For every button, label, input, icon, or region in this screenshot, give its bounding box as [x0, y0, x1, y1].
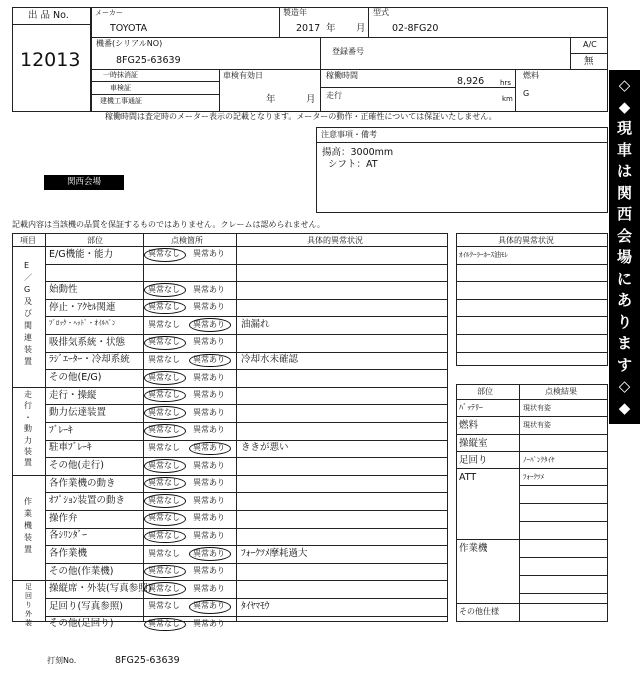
result-part: 燃料: [459, 420, 479, 431]
group-label-char: 及: [24, 297, 32, 307]
result-header-result: 点検結果: [545, 387, 577, 396]
year-unit: 年: [326, 23, 336, 34]
normal-option: 異常なし: [148, 425, 180, 435]
row-part: ﾌﾞﾛｯｸ・ﾍｯﾄﾞ・ｵｲﾙﾊﾟﾝ: [49, 319, 116, 328]
fuel-value: G: [523, 89, 530, 98]
year-value: 2017: [296, 23, 321, 34]
ac-value: 無: [584, 56, 594, 67]
row-part: 足回り(写真参照): [49, 600, 123, 612]
row-detail: ききが悪い: [241, 442, 289, 454]
registration-label: 登録番号: [332, 47, 364, 56]
circled-mark: [144, 618, 186, 632]
row-part: 吸排気系統・状態: [49, 336, 126, 348]
notes-line-1: 揚高：3000mm: [322, 147, 394, 158]
row-part: その他(足回り): [49, 618, 114, 630]
maker-value: TOYOTA: [110, 23, 148, 34]
abnormal-option: 異常あり: [193, 319, 225, 329]
normal-option: 異常なし: [148, 618, 180, 628]
abnormal-option: 異常あり: [193, 618, 225, 628]
group-label-char: 業: [24, 508, 32, 518]
row-part: その他(E/G): [49, 372, 102, 383]
group-label-char: 装: [25, 619, 32, 628]
abnormal-option: 異常あり: [193, 460, 225, 470]
result-value: ﾉｰﾊﾟﾝｸﾀｲﾔ: [523, 456, 555, 464]
group-label-char: 連: [24, 333, 32, 343]
circled-mark: [189, 354, 231, 368]
banner-char: す: [616, 355, 632, 374]
normal-option: 異常なし: [148, 601, 180, 611]
side-abnormal-header: 具体的異常状況: [498, 236, 554, 245]
hours-note: 稼働時間は査定時のメーター表示の記載となります。メーターの動作・正確性については保証いたしません。: [105, 112, 497, 121]
header-part: 部位: [87, 236, 103, 245]
normal-option: 異常なし: [148, 566, 180, 576]
abnormal-option: 異常あり: [193, 302, 225, 312]
abnormal-option: 異常あり: [193, 354, 225, 364]
group-label-char: 足: [25, 583, 32, 592]
inspect-label-3: 建機工事通証: [100, 97, 142, 105]
banner-char: 場: [616, 248, 632, 266]
result-header-part: 部位: [477, 387, 493, 396]
abnormal-option: 異常あり: [193, 495, 225, 505]
row-part: ｵﾌﾟｼｮﾝ装置の動き: [49, 495, 126, 507]
circled-mark: [144, 424, 186, 438]
header-check: 点検箇所: [171, 236, 203, 245]
abnormal-option: 異常あり: [193, 372, 225, 382]
banner-char: 関: [616, 183, 632, 202]
notes-line-2: シフト：AT: [328, 159, 378, 170]
serial-label: 機番(シリアルNO): [96, 39, 163, 48]
result-part: 操縦室: [459, 438, 488, 449]
row-part: E/G機能・能力: [49, 248, 114, 260]
row-part: 走行・操縦: [49, 389, 97, 401]
row-part: ﾌﾞﾚｰｷ: [49, 424, 73, 436]
normal-option: 異常なし: [148, 513, 180, 523]
banner-char: ◆: [618, 398, 631, 417]
side-banner: [609, 70, 640, 424]
normal-option: 異常なし: [148, 372, 180, 382]
group-label-char: 作: [24, 496, 32, 506]
group-label-char: り: [25, 601, 32, 610]
normal-option: 異常なし: [148, 354, 180, 364]
normal-option: 異常なし: [148, 530, 180, 540]
header-detail: 具体的異常状況: [307, 236, 363, 245]
normal-option: 異常なし: [148, 478, 180, 488]
km-label: 走行: [326, 91, 342, 100]
row-part: 各ｼﾘﾝﾀﾞｰ: [49, 530, 88, 542]
abnormal-option: 異常あり: [193, 530, 225, 540]
model-label: 型式: [373, 8, 389, 17]
circled-mark: [189, 442, 231, 456]
group-label-char: 置: [24, 458, 32, 468]
hours-label: 稼働時間: [326, 71, 358, 80]
group-label-char: E: [24, 261, 30, 271]
side-abnormal-entry: ｵｲﾙｸｰﾗｰﾎｰｽ油ﾓﾚ: [459, 251, 508, 259]
hours-unit: hrs: [500, 79, 511, 87]
banner-char: ま: [616, 334, 632, 352]
banner-char: り: [616, 312, 632, 331]
circled-mark: [144, 582, 186, 596]
normal-option: 異常なし: [148, 390, 180, 400]
abnormal-option: 異常あり: [193, 566, 225, 576]
shaken-month: 月: [306, 94, 316, 105]
year-label: 製造年: [283, 8, 307, 17]
row-part: 各作業機: [49, 548, 88, 559]
group-label-char: ／: [24, 273, 32, 283]
group-label-char: 外: [25, 610, 32, 619]
abnormal-option: 異常あり: [193, 442, 225, 452]
group-label-char: 機: [24, 520, 32, 530]
circled-mark: [144, 512, 186, 526]
circled-mark: [144, 371, 186, 385]
row-part: 操作弁: [49, 512, 78, 524]
group-label-char: 置: [24, 544, 32, 554]
normal-option: 異常なし: [148, 583, 180, 593]
normal-option: 異常なし: [148, 407, 180, 417]
banner-char: に: [616, 269, 632, 288]
abnormal-option: 異常あり: [193, 284, 225, 294]
circled-mark: [189, 547, 231, 561]
banner-char: 車: [616, 140, 632, 159]
listing-no: 12013: [20, 49, 81, 71]
notes-box: [316, 127, 608, 213]
notes-title: 注意事項・備考: [321, 130, 377, 139]
row-part: 各作業機の動き: [49, 477, 116, 489]
listing-no-label: 出 品 No.: [28, 10, 69, 21]
inspect-label-1: 一時抹消証: [103, 71, 138, 79]
normal-option: 異常なし: [148, 302, 180, 312]
normal-option: 異常なし: [148, 249, 180, 259]
abnormal-option: 異常あり: [193, 249, 225, 259]
circled-mark: [189, 600, 231, 614]
circled-mark: [189, 318, 231, 332]
row-detail: 冷却水未確認: [241, 354, 299, 366]
banner-char: あ: [616, 291, 632, 309]
group-label-char: 行: [24, 401, 32, 411]
abnormal-option: 異常あり: [193, 337, 225, 347]
result-part: その他仕様: [459, 607, 499, 616]
banner-char: ◆: [618, 97, 631, 116]
row-detail: ﾌｫｰｸﾂﾒ摩耗過大: [241, 548, 308, 559]
result-value: ﾌｫｰｸﾂﾒ: [523, 473, 544, 481]
abnormal-option: 異常あり: [193, 390, 225, 400]
normal-option: 異常なし: [148, 319, 180, 329]
row-part: ﾗｼﾞｴｰﾀｰ・冷却系統: [49, 354, 130, 366]
inspect-label-2: 車検証: [110, 84, 131, 92]
banner-char: 会: [616, 226, 632, 245]
group-label-char: ・: [24, 412, 32, 422]
abnormal-option: 異常あり: [193, 601, 225, 611]
row-detail: 油漏れ: [241, 319, 270, 331]
row-part: 動力伝達装置: [49, 407, 107, 419]
shaken-year: 年: [266, 94, 276, 105]
circled-mark: [144, 283, 186, 297]
month-unit: 月: [356, 23, 366, 34]
group-label-char: 置: [24, 357, 32, 367]
shaken-label: 車検有効日: [223, 71, 263, 80]
group-label-char: 関: [24, 321, 32, 331]
row-part: 始動性: [49, 284, 78, 295]
normal-option: 異常なし: [148, 284, 180, 294]
result-part: ﾊﾞｯﾃﾘｰ: [459, 403, 483, 412]
header-category: 項目: [20, 236, 36, 245]
stamp-label: 打刻No.: [47, 656, 77, 665]
result-value: 現状有姿: [523, 421, 551, 429]
ac-label: A/C: [583, 40, 597, 49]
banner-char: ◇: [618, 377, 631, 395]
banner-char: は: [616, 162, 632, 180]
normal-option: 異常なし: [148, 337, 180, 347]
normal-option: 異常なし: [148, 495, 180, 505]
group-label-char: 回: [25, 592, 32, 601]
stamp-no: 8FG25-63639: [115, 655, 180, 666]
row-part: 駐車ﾌﾞﾚｰｷ: [49, 442, 92, 454]
abnormal-option: 異常あり: [193, 425, 225, 435]
serial-value: 8FG25-63639: [116, 55, 181, 66]
abnormal-option: 異常あり: [193, 407, 225, 417]
row-part: 停止・ｱｸｾﾙ関連: [49, 301, 116, 313]
group-label-char: G: [24, 285, 31, 295]
circled-mark: [144, 494, 186, 508]
group-label-char: 装: [24, 446, 32, 456]
row-part: その他(走行): [49, 460, 104, 471]
row-part: 操縦席・外装(写真参照): [49, 583, 152, 595]
circled-mark: [144, 336, 186, 350]
hours-value: 8,926: [457, 76, 485, 87]
normal-option: 異常なし: [148, 460, 180, 470]
abnormal-option: 異常あり: [193, 548, 225, 558]
group-label-char: び: [24, 309, 32, 319]
abnormal-option: 異常あり: [193, 513, 225, 523]
disclaimer: 記載内容は当該機の品質を保証するものではありません。クレームは認められません。: [12, 220, 325, 229]
abnormal-option: 異常あり: [193, 478, 225, 488]
circled-mark: [144, 248, 186, 262]
result-value: 現状有姿: [523, 404, 551, 412]
normal-option: 異常なし: [148, 548, 180, 558]
row-part: その他(作業機): [49, 565, 114, 577]
banner-char: 西: [616, 205, 632, 223]
banner-char: 現: [616, 119, 632, 137]
group-label-char: 動: [24, 424, 32, 434]
circled-mark: [144, 406, 186, 420]
venue-badge: 関西会場: [44, 175, 124, 190]
banner-char: ◇: [618, 76, 631, 94]
model-value: 02-8FG20: [392, 23, 439, 34]
fuel-label: 燃料: [523, 71, 539, 80]
group-label-char: 装: [24, 345, 32, 355]
maker-label: メーカー: [95, 9, 123, 17]
group-label-char: 装: [24, 532, 32, 542]
result-part: 作業機: [459, 543, 488, 554]
circled-mark: [144, 530, 186, 544]
circled-mark: [144, 459, 186, 473]
km-unit: km: [502, 95, 513, 103]
result-part: ATT: [459, 472, 477, 483]
row-detail: ﾀｲﾔﾏﾓｳ: [241, 600, 270, 612]
normal-option: 異常なし: [148, 442, 180, 452]
group-label-char: 力: [24, 435, 32, 445]
result-part: 足回り: [459, 455, 488, 466]
group-label-char: 走: [24, 389, 32, 399]
abnormal-option: 異常あり: [193, 583, 225, 593]
